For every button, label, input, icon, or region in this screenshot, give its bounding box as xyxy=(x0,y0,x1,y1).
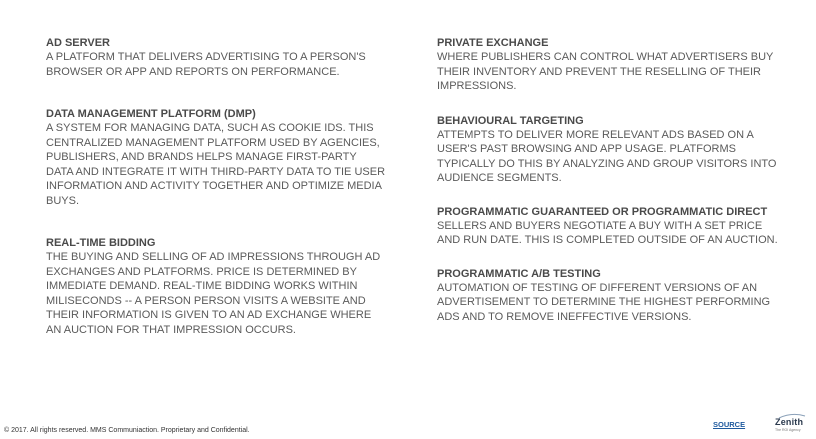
term-programmatic-guaranteed xyxy=(437,205,785,248)
copyright-notice: © 2017. All rights reserved. MMS Communiaction. Proprietary and Confidential. xyxy=(4,427,250,434)
term-title: PROGRAMMATIC GUARANTEED OR PROGRAMMATIC DIRECT xyxy=(437,205,768,218)
term-private-exchange xyxy=(437,36,785,94)
term-definition: AUTOMATION OF TESTING OF DIFFERENT VERSIONS OF AN ADVERTISEMENT TO DETERMINE THE HIGHEST PERFORMING ADS AND TO REMOVE INEFFECTIVE VERSIONS. xyxy=(437,281,771,323)
term-definition: A SYSTEM FOR MANAGING DATA, SUCH AS COOKIE IDS. THIS CENTRALIZED MANAGEMENT PLATFORM USED BY AGENCIES, PUBLISHERS, AND BRANDS HELPS MANAGE FIRST-PARTY DATA AND INTEGRATE IT WITH THIRD-PARTY DATA TO TIE USER INFORMATION AND ACTIVITY TOGETHER AND OPTIMIZE MEDIA BUYS. xyxy=(46,122,386,207)
term-title: DATA MANAGEMENT PLATFORM (DMP) xyxy=(46,108,256,120)
term-title: PRIVATE EXCHANGE xyxy=(437,37,549,49)
term-definition: A PLATFORM THAT DELIVERS ADVERTISING TO A PERSON'S BROWSER OR APP AND REPORTS ON PERFORMANCE. xyxy=(46,51,366,78)
term-definition: SELLERS AND BUYERS NEGOTIATE A BUY WITH A SET PRICE AND RUN DATE. THIS IS COMPLETED OUTSIDE OF AN AUCTION. xyxy=(437,219,778,246)
glossary-right-column xyxy=(437,36,785,324)
term-title: REAL-TIME BIDDING xyxy=(46,237,156,249)
source-link[interactable]: SOURCE xyxy=(713,420,746,429)
term-title: PROGRAMMATIC A/B TESTING xyxy=(437,267,601,280)
glossary-left-column xyxy=(46,36,386,337)
term-real-time-bidding xyxy=(46,236,386,337)
term-dmp xyxy=(46,107,386,208)
term-definition: THE BUYING AND SELLING OF AD IMPRESSIONS THROUGH AD EXCHANGES AND PLATFORMS. PRICE IS DETERMINED BY IMMEDIATE DEMAND. REAL-TIME BIDDING WORKS WITHIN MILISECONDS -- A PERSON PERSON VISITS A WEBSITE AND THEIR INFORMATION IS GIVEN TO AN AD EXCHANGE WHERE AN AUCTION FOR THAT IMPRESSION OCCURS. xyxy=(46,251,381,336)
term-ad-server xyxy=(46,36,386,79)
term-programmatic-ab-testing xyxy=(437,267,785,325)
term-definition: ATTEMPTS TO DELIVER MORE RELEVANT ADS BASED ON A USER'S PAST BROWSING AND APP USAGE. PLATFORMS TYPICALLY DO THIS BY ANALYZING AND GROUP VISITORS INTO AUDIENCE SEGMENTS. xyxy=(437,128,777,184)
term-definition: WHERE PUBLISHERS CAN CONTROL WHAT ADVERTISERS BUY THEIR INVENTORY AND PREVENT THE RESELLING OF THEIR IMPRESSIONS. xyxy=(437,51,774,92)
zenith-logo xyxy=(775,413,809,433)
logo-wordmark: Zenith xyxy=(775,417,804,427)
term-behavioural-targeting xyxy=(437,114,785,186)
logo-tagline: The ROI Agency xyxy=(775,428,801,432)
term-title: AD SERVER xyxy=(46,37,110,49)
term-title: BEHAVIOURAL TARGETING xyxy=(437,114,584,127)
